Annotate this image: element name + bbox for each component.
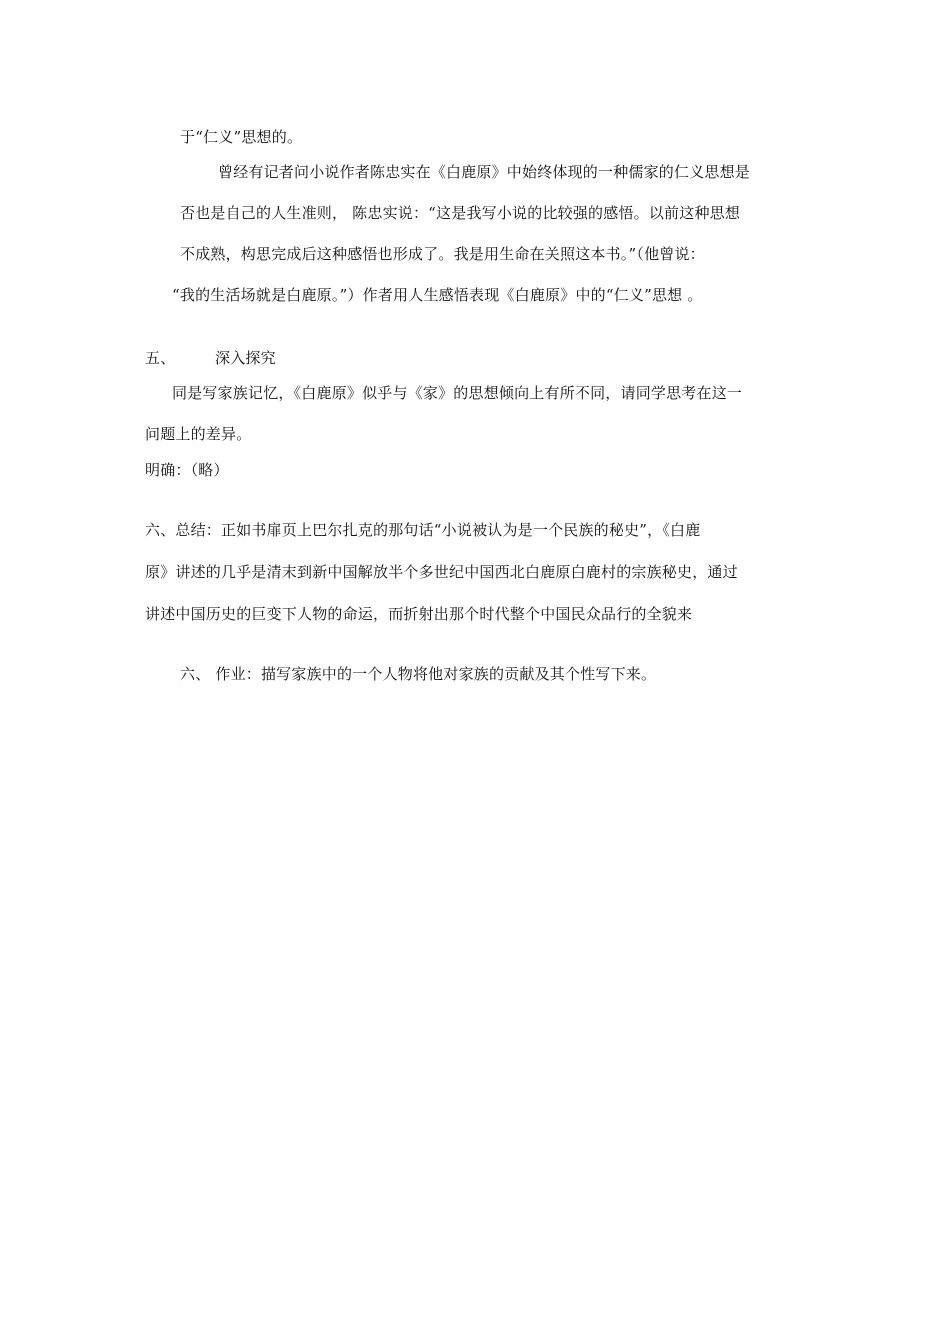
summary-line: 讲述中国历史的巨变下人物的命运，而折射出那个时代整个中国民众品行的全貌来 xyxy=(145,605,693,623)
homework-line: 六、 作业：描写家族中的一个人物将他对家族的贡献及其个性写下来。 xyxy=(180,665,657,683)
text-line: 否也是自己的人生准则， 陈忠实说：“这是我写小说的比较强的感悟。以前这种思想 xyxy=(180,204,741,222)
answer-line: 明确：（略） xyxy=(145,461,229,479)
text-line: 不成熟，构思完成后这种感悟也形成了。我是用生命在关照这本书。”（他曾说： xyxy=(180,245,705,263)
section-title: 深入探究 xyxy=(215,349,276,367)
text-line: 问题上的差异。 xyxy=(145,425,252,443)
section-heading xyxy=(145,348,276,368)
text-line: 于“仁义”思想的。 xyxy=(180,128,303,146)
summary-line: 六、总结：正如书扉页上巴尔扎克的那句话“小说被认为是一个民族的秘史”，《白鹿 xyxy=(145,521,701,539)
text-line: 曾经有记者问小说作者陈忠实在《白鹿原》中始终体现的一种儒家的仁义思想是 xyxy=(218,163,751,181)
section-number: 五、 xyxy=(145,349,176,367)
summary-line: 原》讲述的几乎是清末到新中国解放半个多世纪中国西北白鹿原白鹿村的宗族秘史，通过 xyxy=(145,563,738,581)
text-line: 同是写家族记忆，《白鹿原》似乎与《家》的思想倾向上有所不同，请同学思考在这一 xyxy=(172,384,743,402)
text-line: “我的生活场就是白鹿原。”）作者用人生感悟表现《白鹿原》中的“仁义”思想 。 xyxy=(172,286,703,304)
